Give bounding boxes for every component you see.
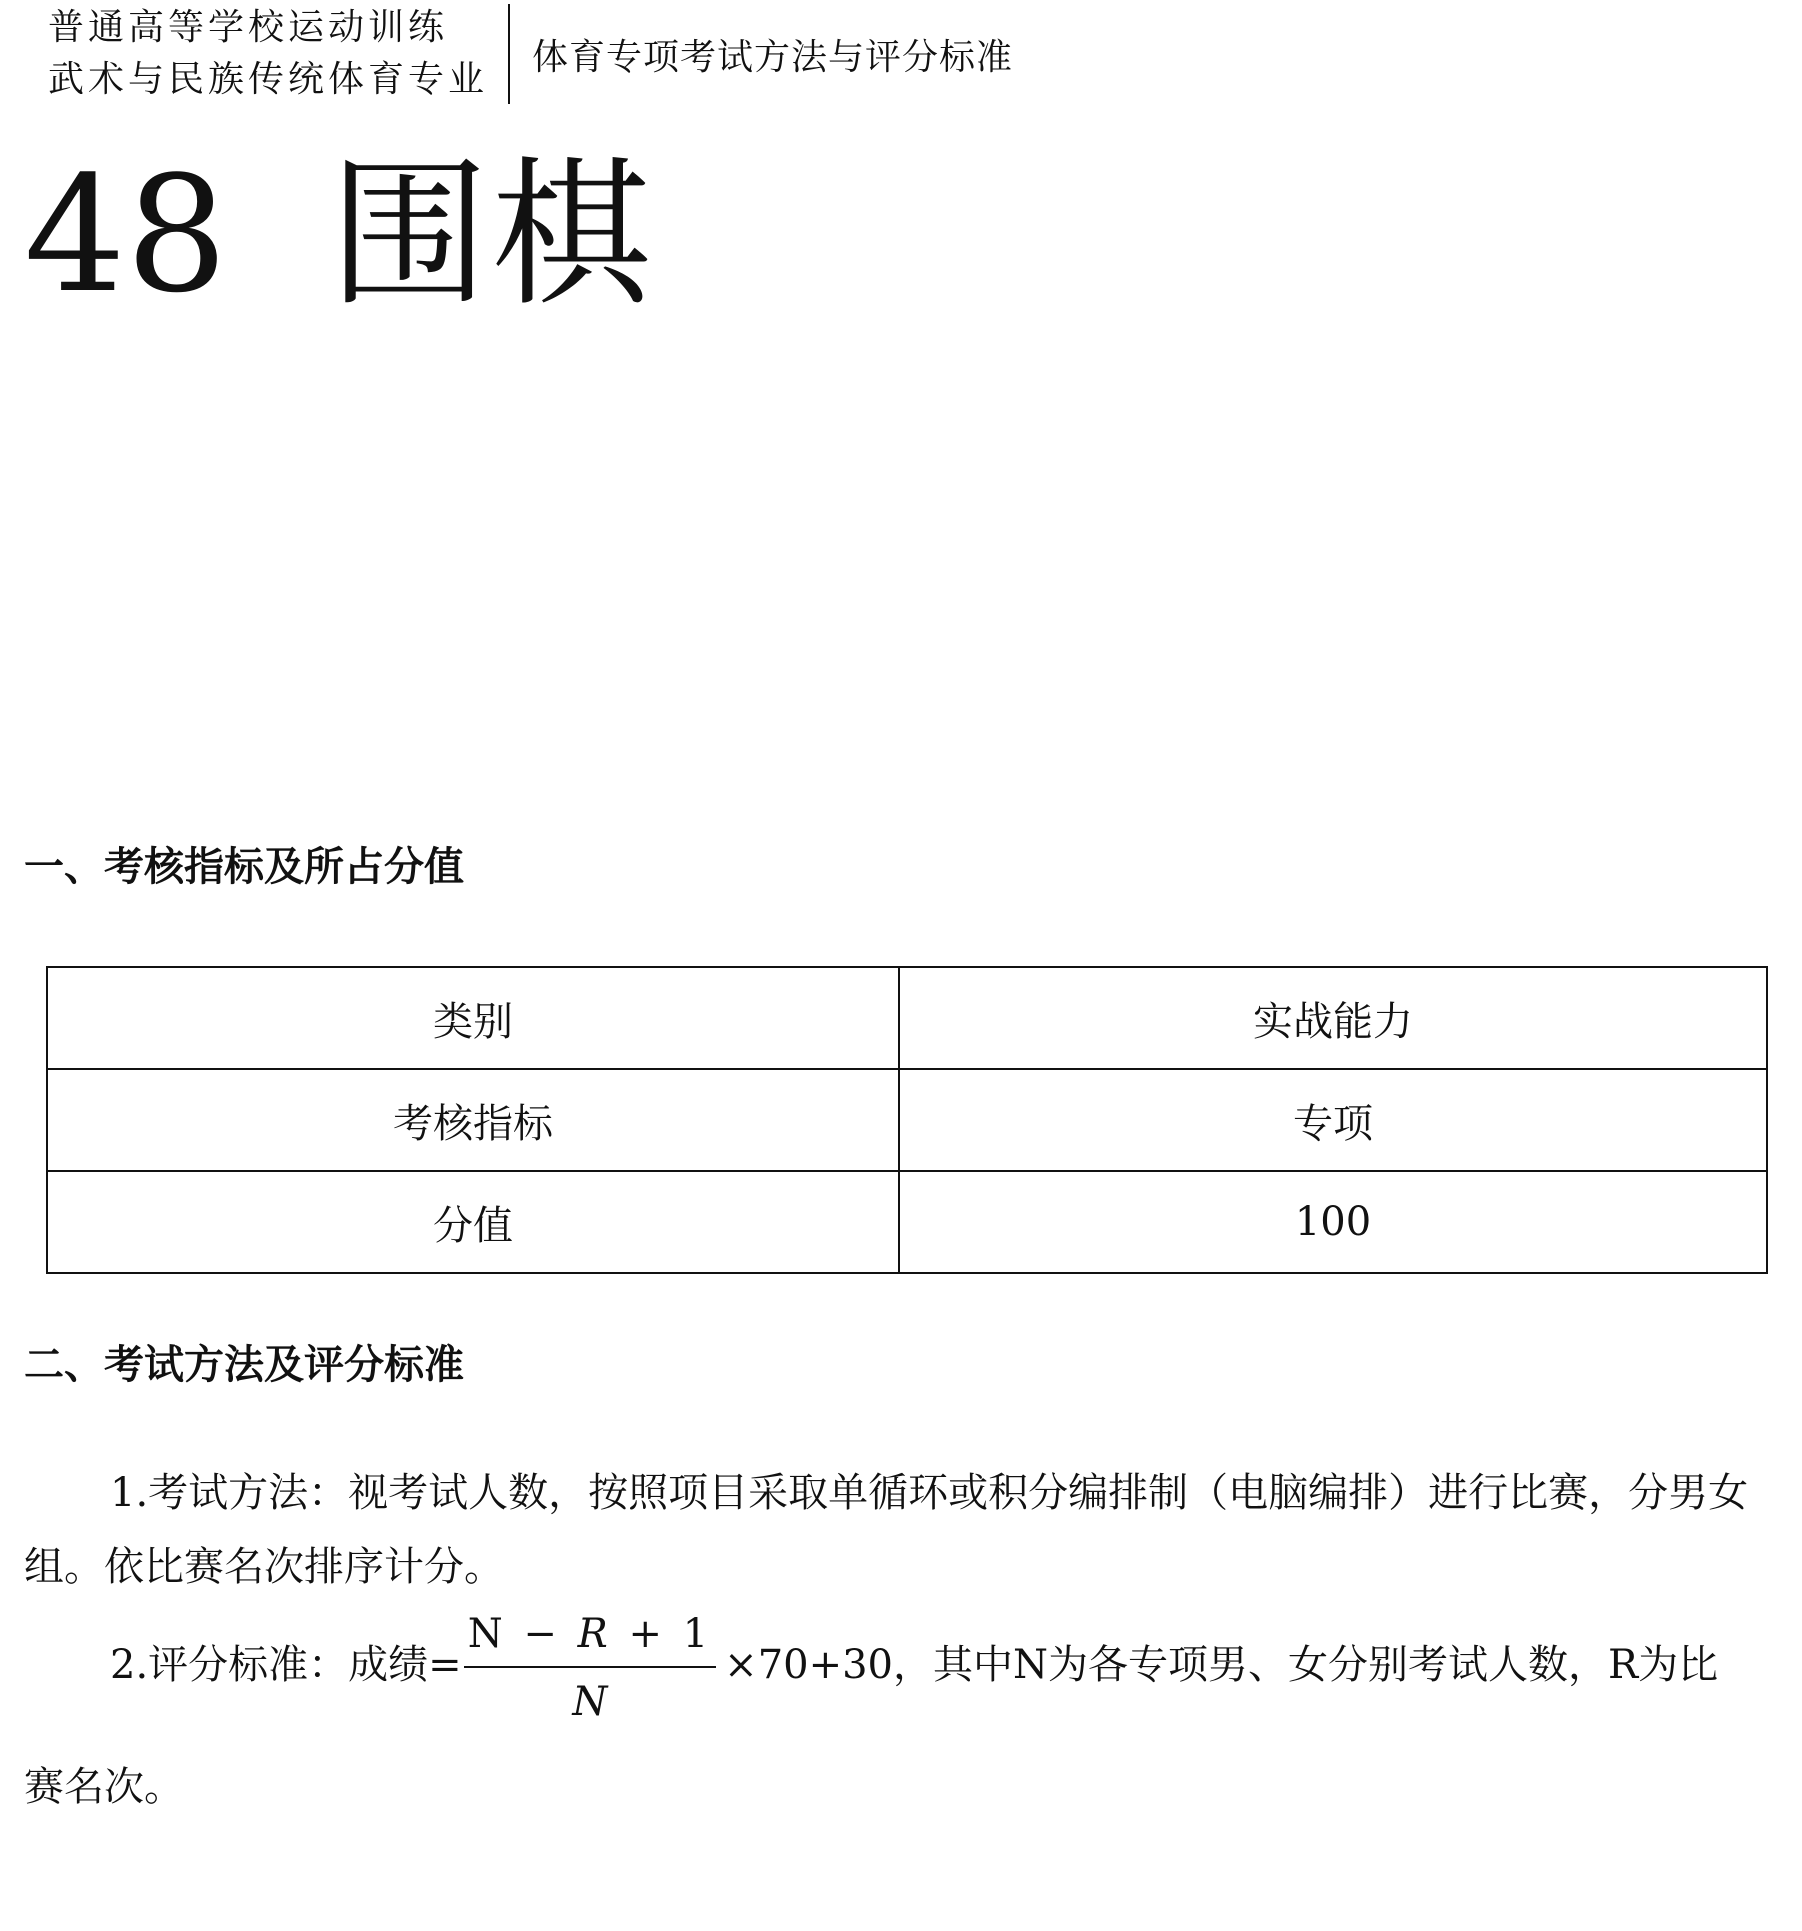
- exam-method-paragraph: 1.考试方法：视考试人数，按照项目采取单循环或积分编排制（电脑编排）进行比赛，分男女组。依比赛名次排序计分。: [24, 1470, 1749, 1590]
- formula-r: R: [577, 1611, 612, 1657]
- table-cell: 考核指标: [47, 1069, 899, 1171]
- formula-numerator: [464, 1611, 716, 1668]
- table-row: [47, 1171, 1767, 1273]
- table-cell: 类别: [47, 967, 899, 1069]
- formula-plus-one: + 1: [611, 1611, 713, 1657]
- chapter-title: 围棋: [329, 141, 654, 328]
- chapter-heading: [24, 141, 654, 328]
- header-program: [48, 2, 508, 106]
- chapter-number: 48: [24, 141, 228, 328]
- table-row: [47, 967, 1767, 1069]
- formula-minus: −: [506, 1611, 578, 1657]
- table-row: [47, 1069, 1767, 1171]
- scoring-standard-continuation: 赛名次。: [24, 1764, 184, 1810]
- section-heading-method: 二、考试方法及评分标准: [24, 1341, 464, 1388]
- table-cell: 实战能力: [899, 967, 1767, 1069]
- section-heading-indicators: 一、考核指标及所占分值: [24, 843, 464, 890]
- table-cell: 分值: [47, 1171, 899, 1273]
- table-cell: 100: [899, 1171, 1767, 1273]
- scoring-prefix: 2.评分标准：成绩=: [110, 1642, 462, 1688]
- header-line-2: 武术与民族传统体育专业: [48, 59, 489, 100]
- header-line-1: 普通高等学校运动训练: [48, 7, 449, 48]
- header-divider: [508, 4, 510, 104]
- formula-denominator: N: [572, 1679, 608, 1725]
- scoring-suffix: ×70+30，其中N为各专项男、女分别考试人数，R为比: [724, 1642, 1719, 1688]
- header-document-title: 体育专项考试方法与评分标准: [532, 36, 1014, 78]
- formula-n: N: [467, 1611, 507, 1657]
- score-formula-fraction: [464, 1611, 716, 1725]
- table-cell: 专项: [899, 1069, 1767, 1171]
- score-table: [46, 966, 1768, 1274]
- page-header: [48, 4, 1013, 104]
- scoring-standard-paragraph: [24, 1611, 1784, 1725]
